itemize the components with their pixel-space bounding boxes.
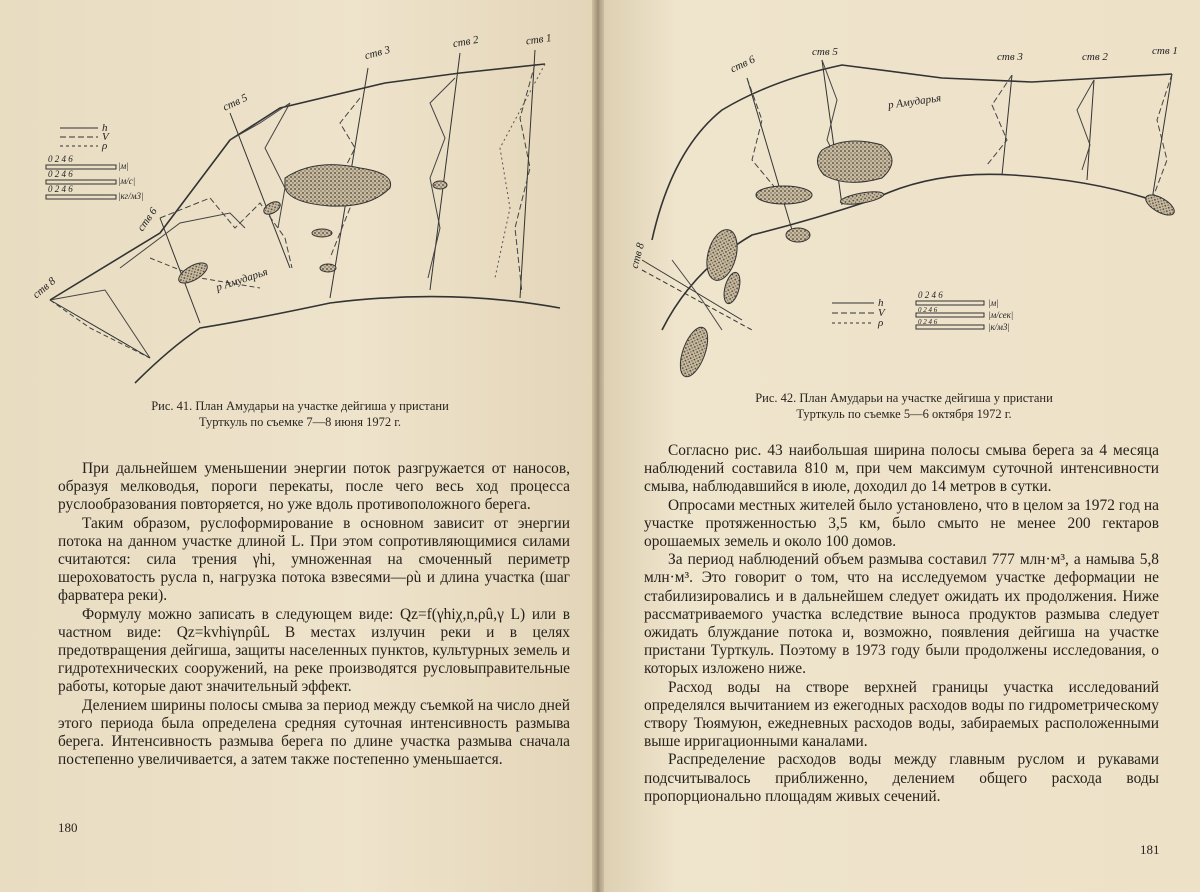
station-label: ств 1 xyxy=(525,32,553,48)
left-page xyxy=(0,0,596,892)
caption-line: Рис. 41. План Амударьи на участке дейгиша у пристани xyxy=(151,399,449,413)
station-label: ств 3 xyxy=(997,51,1023,63)
legend-unit: |кг/м3| xyxy=(118,191,144,201)
legend-unit: |м| xyxy=(118,161,129,171)
figure-legend xyxy=(832,290,1013,332)
station-label: ств 3 xyxy=(363,43,392,63)
figure-legend xyxy=(46,122,143,201)
paragraph: Формулу можно записать в следующем виде: Qz=f(γhiχ,n,ρû,γ L) или в частном виде: Qz=kvhiγnρûL В местах излучин реки и в целях предотвращения дейгиша, защиты населенных пунктов, культурных земель и гидротехнических сооружений, на реке производятся русловыправительные работы, которые дают значительный эффект. xyxy=(58,605,570,696)
figure-41-caption xyxy=(60,398,540,430)
paragraph: При дальнейшем уменьшении энергии поток разгружается от наносов, образуя мелководья, пороги перекаты, после чего весь ход процесса руслообразования повторяется, но уже вдоль противоположного берега. xyxy=(58,460,570,514)
station-label: ств 5 xyxy=(812,46,838,58)
legend-unit: |к/м3| xyxy=(988,322,1010,332)
legend-ticks: 0 2 4 6 xyxy=(918,318,938,326)
legend-unit: |м| xyxy=(988,298,999,308)
caption-line: Турткуль по съемке 5—6 октября 1972 г. xyxy=(796,407,1012,421)
river-label: р Амударья xyxy=(214,265,270,294)
legend-symbol: ρ xyxy=(878,317,884,329)
station-label: ств 6 xyxy=(135,205,160,234)
station-label: ств 1 xyxy=(1152,45,1178,57)
figure-41-map xyxy=(30,28,590,388)
station-label: ств 2 xyxy=(1082,51,1108,63)
legend-symbol: V xyxy=(102,131,109,143)
legend-symbol: V xyxy=(878,307,885,319)
station-label: ств 2 xyxy=(451,33,480,51)
legend-symbol: h xyxy=(102,122,108,134)
station-label: ств 8 xyxy=(628,241,647,270)
right-body-text xyxy=(644,442,1159,806)
legend-unit: |м/сек| xyxy=(988,310,1014,320)
river-label: р Амударья xyxy=(887,92,942,112)
paragraph: Опросами местных жителей было установлено, что в целом за 1972 год на участке протяженностью 3,5 км, было смыто не менее 200 гектаров орошаемых земель и около 100 домов. xyxy=(644,496,1159,551)
paragraph: Согласно рис. 43 наибольшая ширина полосы смыва берега за 4 месяца наблюдений составила 810 м, при чем максимум суточной интенсивности смыва, наблюдавшийся в июле, доходил до 14 метров в сутки. xyxy=(644,442,1159,496)
figure-42-caption xyxy=(664,390,1144,422)
station-label: ств 8 xyxy=(30,275,59,302)
paragraph: Делением ширины полосы смыва за период между съемкой на число дней этого периода была определена средняя суточная интенсивность размыва берега. Интенсивность размыва берега по длине участка размыва сначала постепенно увеличивается, а затем также постепенно уменьшается. xyxy=(58,696,570,769)
legend-unit: |м/с| xyxy=(118,176,136,186)
legend-symbol: h xyxy=(878,297,884,309)
caption-line: Рис. 42. План Амударьи на участке дейгиша у пристани xyxy=(755,391,1053,405)
paragraph: Расход воды на створе верхней границы участка исследований определялся вычитанием из ежегодных расходов воды по гидрометрическому створу Тюямуюн, ежедневных расходов воды, забираемых расположенными выше ирригационными каналами. xyxy=(644,678,1159,751)
caption-line: Турткуль по съемке 7—8 июня 1972 г. xyxy=(198,415,402,429)
legend-ticks: 0 2 4 6 xyxy=(918,290,943,300)
legend-ticks: 0 2 4 6 xyxy=(48,184,73,194)
page-number: 180 xyxy=(58,820,78,835)
left-body-text xyxy=(58,460,570,769)
legend-ticks: 0 2 4 6 xyxy=(48,154,73,164)
legend-ticks: 0 2 4 6 xyxy=(918,306,938,314)
station-label: ств 6 xyxy=(728,53,758,76)
right-page xyxy=(604,0,1200,892)
station-label: ств 5 xyxy=(221,91,250,114)
legend-symbol: ρ xyxy=(102,140,108,152)
figure-42-map xyxy=(612,30,1192,390)
paragraph: За период наблюдений объем размыва составил 777 млн·м³, а намыва 5,8 млн·м³. Это говорит о том, что на исследуемом участке деформации не стабилизировались и в дальнейшем следует ожидать их продолжения. Ниже рассматриваемого участка вследствие выноса продуктов размыва следует ожидать блуждание потока и, возможно, появления дейгиша на участке пристани Турткуль. Поэтому в 1973 году были продолжены исследования, о которых изложено ниже. xyxy=(644,551,1159,678)
paragraph: Таким образом, руслоформирование в основном зависит от энергии потока на данном участке длиной L. При этом сопротивляющимися силами считаются: сила трения γhi, умноженная на смоченный периметр шероховатость русла n, нагрузка потока взвесями—ρù и длина участка (шаг фарватера реки). xyxy=(58,514,570,605)
page-number: 181 xyxy=(1140,842,1160,857)
paragraph: Распределение расходов воды между главным руслом и рукавами подсчитывалось приближенно, делением общего расхода воды пропорционально площадям живых сечений. xyxy=(644,751,1159,805)
legend-ticks: 0 2 4 6 xyxy=(48,169,73,179)
